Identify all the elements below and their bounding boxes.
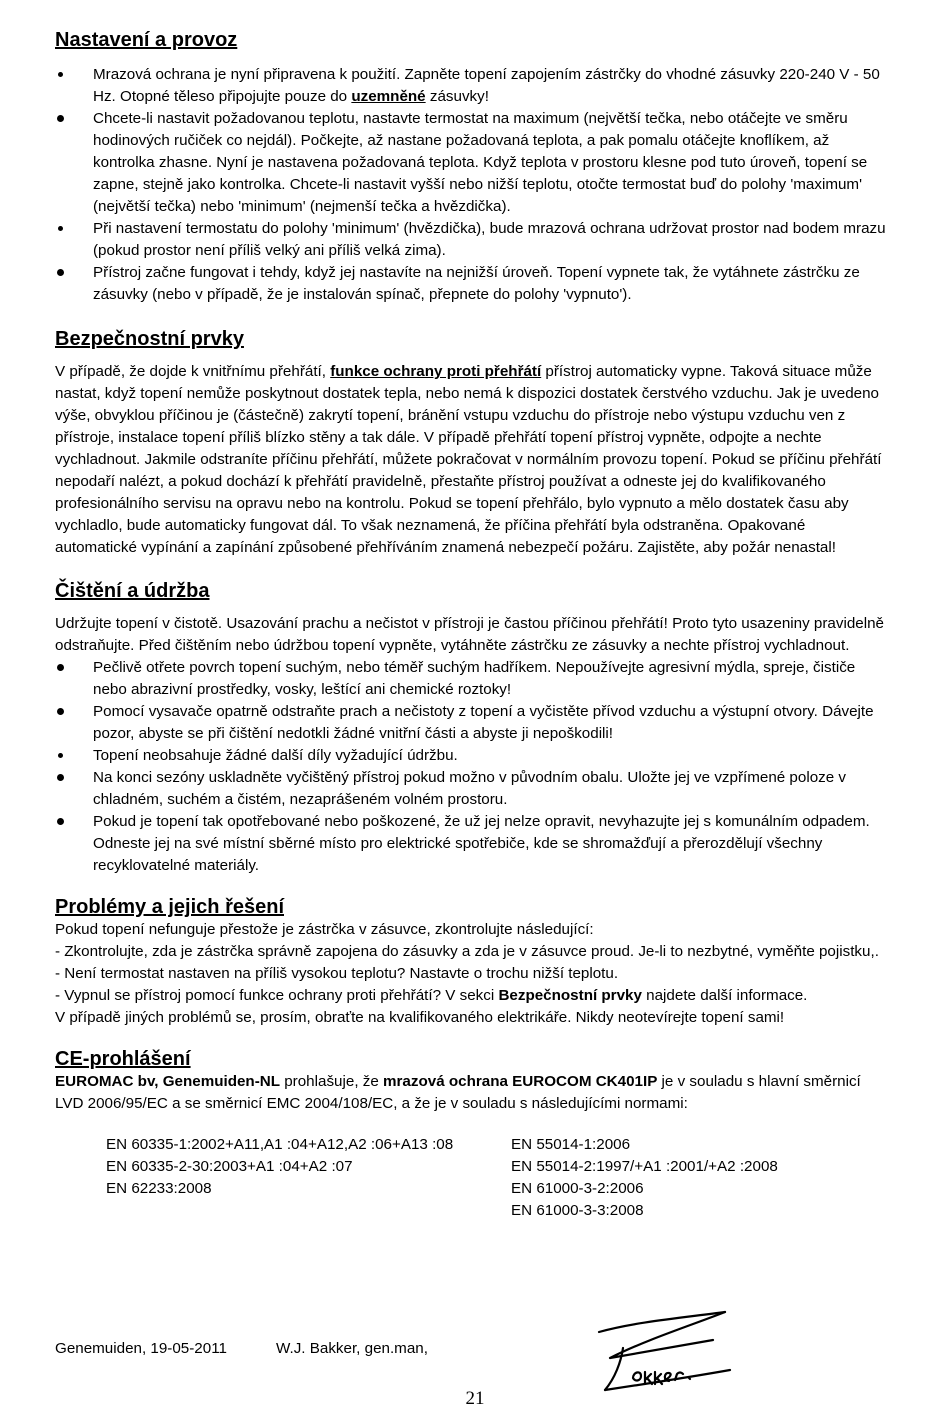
list-item: Topení neobsahuje žádné další díly vyžadující údržbu. — [55, 745, 890, 767]
setup-bullet-list — [55, 64, 890, 306]
norm-item: EN 60335-2-30:2003+A1 :04+A2 :07 — [106, 1158, 353, 1175]
list-item: Pečlivě otřete povrch topení suchým, nebo téměř suchým hadříkem. Nepoužívejte agresivní mýdla, spreje, čističe nebo abrazivní prostředky, vosky, leštící ani chemické roztoky! — [55, 657, 890, 701]
norms-column-right — [511, 1134, 778, 1222]
list-item: Chcete-li nastavit požadovanou teplotu, nastavte termostat na maximum (největší tečka, nebo otáčejte ve směru hodinových ručiček co nejdál). Počkejte, až nastane požadovaná teplota, a pak pomalu otáčejte knoflíkem, až kontrolka zhasne. Nyní je nastavena požadovaná teplota. Když teplota v prostoru klesne pod tuto úroveň, topení se zapne, stejně jako kontrolka. Chcete-li nastavit vyšší nebo nižší teplotu, otočte termostat buď do polohy 'maximum' (největší tečka) nebo 'minimum' (nejmenší tečka a hvězdička). — [55, 108, 890, 218]
place-date: Genemuiden, 19-05-2011 — [55, 1340, 227, 1357]
list-item: Při nastavení termostatu do polohy 'minimum' (hvězdička), bude mrazová ochrana udržovat prostor nad bodem mrazu (pokud prostor není příliš velký ani příliš velká zima). — [55, 218, 890, 262]
page-number: 21 — [465, 1388, 485, 1409]
list-item: Na konci sezóny uskladněte vyčištěný přístroj pokud možno v původním obalu. Uložte jej ve vzpřímené poloze v chladném, suchém a čistém, nezaprášeném volném prostoru. — [55, 767, 890, 811]
list-item: Přístroj začne fungovat i tehdy, když jej nastavíte na nejnižší úroveň. Topení vypnete tak, že vytáhnete zástrčku ze zásuvky (nebo v případě, že je instalován spínač, přepnete do polohy 'vypnuto'). — [55, 262, 890, 306]
troubleshooting-line: V případě jiných problémů se, prosím, obraťte na kvalifikovaného elektrikáře. Nikdy neotevírejte topení sami! — [55, 1009, 785, 1026]
section-ce — [55, 1047, 890, 1222]
cleaning-bullet-list — [55, 657, 890, 877]
section-title-safety: Bezpečnostní prvky — [55, 328, 244, 350]
section-safety — [55, 325, 890, 559]
safety-paragraph: V případě, že dojde k vnitřnímu přehřátí, funkce ochrany proti přehřátí přístroj automaticky vypne. Taková situace může nastat, když topení nemůže poskytnout dostatek tepla, nebo nemá k dispozici dostatek čerstvého vzduchu. Jak je uvedeno výše, obvyklou příčinou je (částečně) zakrytí topení, bránění vstupu vzduchu do přístroje nebo výstupu vzduchu ven z přístroje, instalace topení příliš blízko stěny a tak dále. V případě přehřátí topení přístroj vypněte, odpojte a nechte vychladnout. Jakmile odstraníte příčinu přehřátí, můžete pokračovat v normálním provozu topení. Pokud se příčinu přehřátí nepodaří nalézt, a pokud dochází k přehřátí pravidelně, přestaňte přístroj používat a odneste jej do kvalifikovaného profesionálního servisu na opravu nebo na kontrolu. Pokud se topení přehřálo, bylo vypnuto a mělo dostatek času aby vychladlo, bude automaticky fungovat dál. To však neznamená, že příčina přehřátí byla odstraněna. Opakované automatické vypínání a zapínání způsobené přehříváním znamená nebezpečí požáru. Zajistěte, aby požár nenastal! — [55, 363, 882, 556]
handwritten-signature — [585, 1300, 735, 1395]
norm-item: EN 55014-2:1997/+A1 :2001/+A2 :2008 — [511, 1158, 778, 1175]
section-title-ce: CE-prohlášení — [55, 1048, 191, 1070]
section-cleaning — [55, 577, 890, 877]
document-page — [55, 26, 890, 1222]
signature-line — [55, 1338, 428, 1360]
section-troubleshooting — [55, 895, 890, 1029]
section-title-troubleshooting: Problémy a jejich řešení — [55, 896, 284, 918]
norm-item: EN 55014-1:2006 — [511, 1136, 631, 1153]
norm-item: EN 61000-3-2:2006 — [511, 1180, 644, 1197]
section-title-setup: Nastavení a provoz — [55, 29, 238, 51]
norm-item: EN 62233:2008 — [106, 1180, 212, 1197]
section-setup — [55, 26, 890, 306]
norm-item: EN 60335-1:2002+A11,A1 :04+A12,A2 :06+A13 :08 — [106, 1136, 454, 1153]
troubleshooting-line: - Vypnul se přístroj pomocí funkce ochrany proti přehřátí? V sekci Bezpečnostní prvky najdete další informace. — [55, 987, 808, 1004]
list-item: Pokud je topení tak opotřebované nebo poškozené, že už jej nelze opravit, nevyhazujte jej s komunálním odpadem. Odneste jej na své místní sběrné místo pro elektrické spotřebiče, kde se shromažďují a přerozdělují všechny recyklovatelné materiály. — [55, 811, 890, 877]
norms-list — [55, 1134, 890, 1222]
troubleshooting-line: - Není termostat nastaven na příliš vysokou teplotu? Nastavte o trochu nižší teplotu. — [55, 965, 619, 982]
section-title-cleaning: Čištění a údržba — [55, 580, 210, 602]
cleaning-intro: Udržujte topení v čistotě. Usazování prachu a nečistot v přístroji je častou příčinou přehřátí! Proto tyto usazeniny pravidelně odstraňujte. Před čištěním nebo údržbou topení vypněte, vytáhněte zástrčku ze zásuvky a nechte přístroj vychladnout. — [55, 615, 884, 654]
troubleshooting-line: Pokud topení nefunguje přestože je zástrčka v zásuvce, zkontrolujte následující: — [55, 921, 594, 938]
norm-item: EN 61000-3-3:2008 — [511, 1202, 644, 1219]
troubleshooting-line: - Zkontrolujte, zda je zástrčka správně zapojena do zásuvky a zda je v zásuvce proud. Je-li to nezbytné, vyměňte pojistku,. — [55, 943, 879, 960]
list-item: Pomocí vysavače opatrně odstraňte prach a nečistoty z topení a vyčistěte přívod vzduchu a výstupní otvory. Dávejte pozor, abyste se při čištění nedotkli žádné vnitřní části a abyste ji nepoškodili! — [55, 701, 890, 745]
signer-name: W.J. Bakker, gen.man, — [276, 1340, 428, 1357]
norms-column-left — [106, 1134, 511, 1222]
list-item: Mrazová ochrana je nyní připravena k použití. Zapněte topení zapojením zástrčky do vhodné zásuvky 220-240 V - 50 Hz. Otopné těleso připojujte pouze do uzemněné zásuvky! — [55, 64, 890, 108]
ce-declaration: EUROMAC bv, Genemuiden-NL prohlašuje, že mrazová ochrana EUROCOM CK401IP je v souladu s hlavní směrnicí LVD 2006/95/EC a se směrnicí EMC 2004/108/EC, a že je v souladu s následujícími normami: — [55, 1073, 861, 1112]
